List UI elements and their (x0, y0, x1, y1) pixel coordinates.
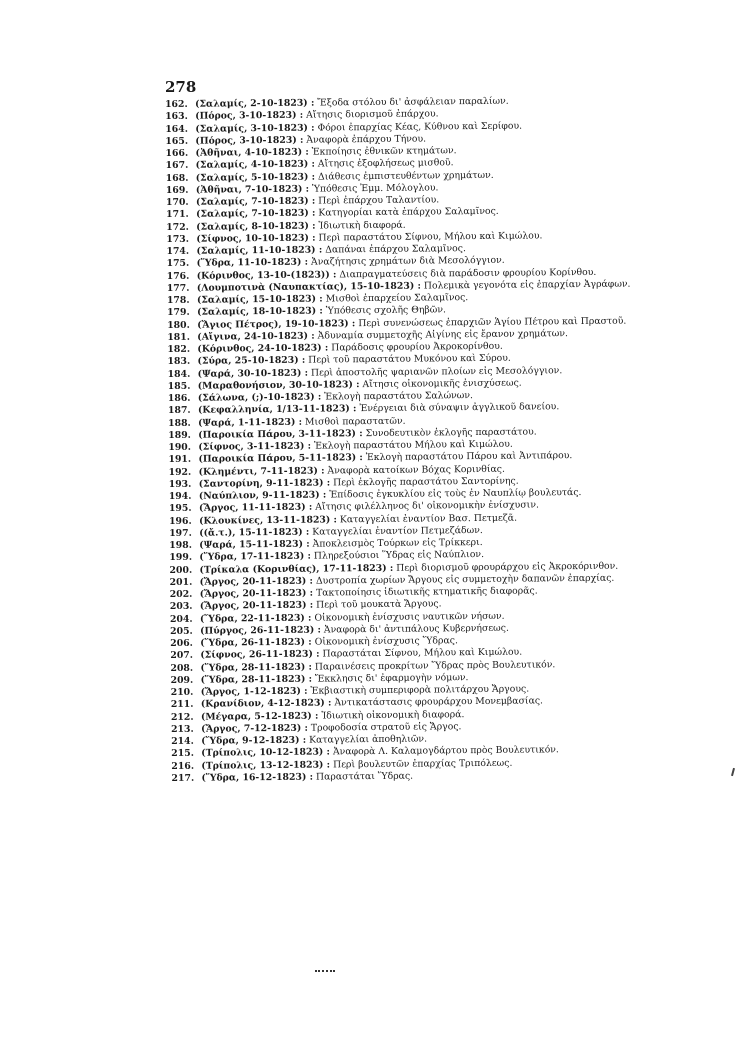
entry-number: 162. (165, 98, 188, 110)
entry-citation: (Σαλαμίς, 7-10-1823) : (195, 195, 316, 208)
entry-number: 183. (167, 356, 191, 368)
entry-number: 215. (171, 748, 194, 760)
entry-citation: (Ὕδρα, 16-12-1823) : (201, 771, 314, 784)
entry-citation: (Ἄργος, 20-11-1823) : (199, 575, 314, 588)
entry-description: Περὶ ἀποστολῆς ψαριανῶν πλοίων εἰς Μεσολόγγιον. (310, 364, 563, 379)
entry-citation: (Σαλαμίς, 8-10-1823) : (196, 220, 316, 233)
entry-description: Ἔξοδα στόλου δι' ἀσφάλειαν παραλίων. (317, 95, 509, 109)
entry-number: 210. (170, 686, 194, 698)
entry-number: 164. (165, 123, 188, 135)
entry-number: 201. (169, 576, 193, 588)
entry-number: 189. (168, 429, 191, 441)
entry-description: Ἀναφορὰ κατοίκων Βόχας Κορινθίας. (327, 463, 505, 476)
entry-citation: (Σαλαμίς, 3-10-1823) : (195, 122, 315, 135)
entry-citation: (Σαλαμίς, 5-10-1823) : (195, 171, 316, 184)
entry-citation: (Ὕδρα, 26-11-1823) : (200, 636, 312, 649)
entry-number: 177. (166, 282, 190, 294)
entry-number: 173. (166, 233, 190, 245)
entry-number: 190. (168, 441, 192, 453)
entry-description: Πληρεξούσιοι Ὕδρας εἰς Ναύπλιον. (313, 549, 485, 562)
entry-citation: (Σίφνος, 3-11-1823) : (198, 440, 312, 453)
entry-number: 179. (166, 307, 190, 319)
entry-citation: (Ἄργος, 20-11-1823) : (199, 587, 314, 600)
entry-citation: (Σαντορίνη, 9-11-1823) : (198, 477, 331, 490)
entry-number: 180. (167, 319, 190, 331)
entry-citation: (Αἴγινα, 24-10-1823) : (197, 330, 315, 343)
footer-mark (315, 970, 335, 972)
entry-list (165, 94, 732, 785)
entry-number: 196. (168, 515, 192, 527)
entry-number: 197. (169, 527, 192, 539)
entry-citation: (Ἄργος, 7-12-1823) : (200, 722, 308, 735)
entry-citation: (Σάλωνα, (;)-10-1823) : (197, 391, 322, 404)
entry-number: 175. (166, 258, 190, 270)
entry-citation: (Πύργος, 26-11-1823) : (200, 624, 321, 637)
entry-citation: (Παροικία Πάρου, 3-11-1823) : (198, 427, 363, 441)
entry-description: Περὶ βουλευτῶν ἐπαρχίας Τριπόλεως. (333, 757, 513, 770)
entry-description: Ἀναφορὰ δι' ἀντιπάλους Κυβερνήσεως. (323, 622, 509, 636)
entry-citation: (Λουμποτινὰ (Ναυπακτίας), 15-10-1823) : (196, 280, 421, 294)
entry-description: Παραινέσεις προκρίτων Ὕδρας πρὸς Βουλευτικόν. (314, 658, 556, 673)
entry-number: 208. (170, 662, 194, 674)
entry-description: Κατηγορίαι κατὰ ἐπάρχου Σαλαμῖνος. (318, 206, 499, 219)
entry-description: Δυστροπία χωρίων Ἄργους εἰς συμμετοχὴν δαπανῶν ἐπαρχίας. (315, 572, 615, 587)
entry-number: 214. (171, 735, 194, 747)
entry-number: 192. (168, 466, 192, 478)
entry-citation: (Σαλαμίς, 4-10-1823) : (195, 158, 315, 171)
entry-description: Ἐκποίησις ἐθνικῶν κτημάτων. (311, 145, 457, 158)
entry-number: 169. (165, 184, 189, 196)
entry-description: Ὑπόθεσις Ἐμμ. Μόλογλου. (312, 182, 439, 195)
entry-number: 186. (167, 392, 191, 404)
entry-number: 204. (169, 613, 193, 625)
entry-number: 193. (168, 478, 192, 490)
entry-citation: (Ψαρά, 15-11-1823) : (199, 538, 310, 551)
entry-description: Περὶ τοῦ μουκατὰ Ἄργους. (316, 598, 442, 611)
entry-citation: (Ἄργος, 1-12-1823) : (200, 685, 308, 698)
entry-number: 166. (165, 147, 189, 159)
entry-citation: (Κόρινθος, 13-10-(1823)) : (196, 268, 337, 282)
entry-citation: (Ὕδρα, 11-10-1823) : (196, 256, 309, 269)
entry-description: Οἰκονομικὴ ἐνίσχυσις ναυτικῶν νήσων. (314, 610, 505, 624)
entry-description: Ἐκλογὴ παραστάτου Πάρου καὶ Ἀντιπάρου. (365, 450, 573, 464)
entry-number: 176. (166, 270, 190, 282)
entry-number: 167. (165, 160, 189, 172)
entry-description: Ἀναφορὰ Λ. Καλαμογδάρτου πρὸς Βουλευτικόν. (332, 744, 559, 758)
entry-description: Ἀναζήτησις χρημάτων διὰ Μεσολόγγιον. (310, 254, 505, 268)
entry-citation: (Ὕδρα, 22-11-1823) : (199, 612, 312, 625)
entry-number: 170. (165, 196, 189, 208)
entry-description: Ἰδιωτικὴ διαφορά. (318, 219, 406, 232)
entry-citation: (Πόρος, 3-10-1823) : (195, 134, 304, 147)
entry-number: 194. (168, 490, 192, 502)
entry-number: 205. (170, 625, 193, 637)
entry-number: 182. (167, 343, 191, 355)
entry-citation: (Μαραθονήσιον, 30-10-1823) : (197, 378, 360, 392)
entry-citation: (Σαλαμίς, 18-10-1823) : (196, 305, 323, 318)
entry-citation: (Σαλαμίς, 2-10-1823) : (194, 97, 315, 110)
entry-number: 216. (171, 760, 195, 772)
entry-description: Καταγγελίαι ἀποθηλιῶν. (309, 733, 428, 746)
entry-description: Αἴτησις διορισμοῦ ἐπάρχου. (306, 108, 439, 121)
entry-number: 184. (167, 368, 191, 380)
entry-number: 217. (171, 772, 195, 784)
entry-description: Ἐκλογὴ παραστάτου Σαλώνων. (324, 390, 474, 403)
entry-description: Καταγγελίαι ἐναντίον Βασ. Πετμεζᾶ. (339, 512, 518, 525)
entry-number: 181. (167, 331, 190, 343)
entry-citation: (Σαλαμίς, 15-10-1823) : (196, 293, 323, 306)
entry-citation: (Ὕδρα, 17-11-1823) : (199, 550, 311, 563)
entry-description: Αἴτησις ἐξοφλήσεως μισθοῦ. (317, 157, 454, 170)
entry-description: Συνοδευτικὸν ἐκλογῆς παραστάτου. (365, 426, 537, 439)
entry-citation: (Ἄργος, 11-11-1823) : (198, 501, 313, 514)
entry-description: Περὶ ἐπάρχου Ταλαντίου. (318, 194, 440, 207)
entry-description: Παραστάται Ὕδρας. (315, 770, 414, 783)
entry-description: Περὶ τοῦ παραστάτου Μυκόνου καὶ Σύρου. (308, 352, 511, 366)
entry-number: 195. (168, 503, 192, 515)
entry-description: Τροφοδοσία στρατοῦ εἰς Ἄργος. (310, 720, 462, 734)
entry-number: 200. (169, 564, 193, 576)
entry-citation: (Ἀθῆναι, 4-10-1823) : (195, 146, 309, 159)
entry-description: Διάθεσις ἐμπιστευθέντων χρημάτων. (317, 169, 494, 183)
entry-description: Ἐνέργειαι διὰ σύναψιν ἀγγλικοῦ δανείου. (359, 401, 560, 415)
entry-description: Περὶ ἐκλογῆς παραστάτου Σαντορίνης. (333, 475, 519, 489)
entry-number: 187. (167, 405, 191, 417)
entry-number: 198. (169, 539, 192, 551)
entry-citation: (Κεφαλληνία, 1/13-11-1823) : (197, 403, 357, 416)
entry-description: Φόροι ἐπαρχίας Κέας, Κύθνου καὶ Σερίφου. (317, 120, 523, 134)
entry-description: Περὶ παραστάτου Σίφνου, Μήλου καὶ Κιμώλου. (318, 230, 543, 244)
entry-description: Ἀδυναμία συμμετοχῆς Αἰγίνης εἰς ἔρανον χρημάτων. (317, 327, 568, 342)
entry-description: Τακτοποίησις ἰδιωτικῆς κτηματικῆς διαφορᾶς. (315, 585, 538, 599)
entry-citation: (Τρίπολις, 13-12-1823) : (201, 758, 331, 772)
entry-citation: (Σύρα, 25-10-1823) : (197, 354, 306, 367)
margin-mark (731, 768, 735, 776)
entry-description: Πολεμικὰ γεγονότα εἰς ἐπαρχίαν Ἀγράφων. (423, 278, 631, 292)
entry-description: Περὶ συνενώσεως ἐπαρχιῶν Ἁγίου Πέτρου καὶ Πραστοῦ. (358, 315, 627, 329)
entry-description: Μισθοὶ ἐπαρχείου Σαλαμῖνος. (325, 292, 469, 305)
entry-number: 165. (165, 135, 189, 147)
entry-citation: (Σίφνος, 26-11-1823) : (200, 648, 320, 661)
entry-citation: (Τρίπολις, 10-12-1823) : (201, 746, 331, 759)
entry-citation: (Μέγαρα, 5-12-1823) : (200, 710, 319, 723)
entry-citation: (Κλουκίνες, 13-11-1823) : (198, 513, 337, 527)
entry-number: 168. (165, 172, 189, 184)
entry-number: 188. (168, 417, 191, 429)
entry-citation: (Ἀθῆναι, 7-10-1823) : (195, 183, 310, 196)
entry-description: Ἔκκλησις δι' ἐφαρμογὴν νόμων. (314, 671, 469, 685)
entry-citation: (Ψαρά, 30-10-1823) : (197, 367, 309, 380)
entry-description: Ἀντικατάστασις φρουράρχου Μονεμβασίας. (334, 695, 544, 709)
entry-citation: (Παροικία Πάρου, 5-11-1823) : (198, 452, 363, 465)
entry-number: 213. (170, 723, 194, 735)
entry-citation: (Τρίκαλα (Κορινθίας), 17-11-1823) : (199, 562, 394, 576)
entry-description: Ὑπόθεσις σχολῆς Θηβῶν. (325, 304, 446, 317)
entry-citation: (Ὕδρα, 28-11-1823) : (200, 673, 313, 686)
entry-number: 203. (169, 601, 193, 613)
entry-description: Περὶ διορισμοῦ φρουράρχου εἰς Ἀκροκόρινθον. (396, 560, 619, 574)
entry-citation: (Κρανίδιον, 4-12-1823) : (200, 697, 332, 710)
entry-description: Ἐκβιαστικὴ συμπεριφορὰ πολιτάρχου Ἄργους. (310, 683, 530, 697)
entry-description: Ἐπίδοσις ἐγκυκλίου εἰς τοὺς ἐν Ναυπλίῳ βουλευτάς. (329, 487, 582, 501)
entry-number: 202. (169, 588, 193, 600)
entry-description: Δαπάναι ἐπάρχου Σαλαμῖνος. (325, 243, 466, 256)
entry-citation: (Ἅγιος Πέτρος), 19-10-1823) : (197, 317, 356, 331)
entry-citation: ((ἄ.τ.), 15-11-1823) : (199, 526, 310, 539)
entry-number: 185. (167, 380, 191, 392)
entry-description: Αἴτησις φιλέλληνος δι' οἰκονομικὴν ἐνίσχυσιν. (315, 499, 539, 513)
entry-description: Ἀναφορὰ ἐπάρχου Τήνου. (306, 133, 427, 146)
entry-description: Ἀποκλεισμὸς Τούρκων εἰς Τρίκκερι. (312, 536, 483, 550)
entry-description: Καταγγελίαι ἐναντίον Πετμεζάδων. (312, 524, 483, 538)
entry-number: 174. (166, 245, 190, 257)
entry-description: Διαπραγματεύσεις διὰ παράδοσιν φρουρίου Κορίνθου. (339, 266, 597, 280)
entry-citation: (Ὕδρα, 9-12-1823) : (201, 734, 307, 747)
entry-citation: (Ναύπλιον, 9-11-1823) : (198, 489, 327, 502)
entry-number: 199. (169, 552, 193, 564)
entry-citation: (Κόρινθος, 24-10-1823) : (197, 342, 329, 355)
entry-citation: (Σαλαμίς, 11-10-1823) : (196, 244, 323, 257)
entry-citation: (Σίφνος, 10-10-1823) : (196, 232, 316, 245)
entry-number: 211. (170, 699, 194, 711)
entry-number: 171. (166, 209, 189, 221)
entry-description: Παραστάται Σίφνου, Μήλου καὶ Κιμώλου. (322, 646, 523, 660)
entry-number: 209. (170, 674, 194, 686)
entry-citation: (Ἄργος, 20-11-1823) : (199, 599, 314, 612)
entry-citation: (Ψαρά, 1-11-1823) : (198, 416, 303, 429)
entry-number: 206. (170, 637, 193, 649)
page-number: 278 (165, 78, 197, 96)
entry-description: Αἴτησις οἰκονομικῆς ἐνισχύσεως. (362, 377, 522, 390)
entry-description: Ἰδιωτικὴ οἰκονομικὴ διαφορά. (321, 708, 465, 722)
entry-number: 191. (168, 454, 192, 466)
entry-citation: (Πόρος, 3-10-1823) : (195, 109, 304, 122)
entry-description: Παράδοσις φρουρίου Ἀκροκορίνθου. (331, 340, 503, 354)
entry-citation: (Σαλαμίς, 7-10-1823) : (196, 207, 316, 220)
entry-description: Οἰκονομικὴ ἐνίσχυσις Ὕδρας. (314, 635, 458, 648)
entry-description: Ἐκλογὴ παραστάτου Μήλου καὶ Κιμώλου. (313, 438, 513, 452)
entry-citation: (Ὕδρα, 28-11-1823) : (200, 661, 312, 674)
entry-citation: (Κλημέντι, 7-11-1823) : (198, 464, 325, 478)
entry-number: 207. (170, 650, 194, 662)
entry-description: Μισθοὶ παραστατῶν. (304, 415, 406, 428)
entry-number: 172. (166, 221, 189, 233)
entry-number: 178. (166, 294, 190, 306)
entry-number: 163. (165, 111, 188, 123)
entry-number: 212. (170, 711, 194, 723)
